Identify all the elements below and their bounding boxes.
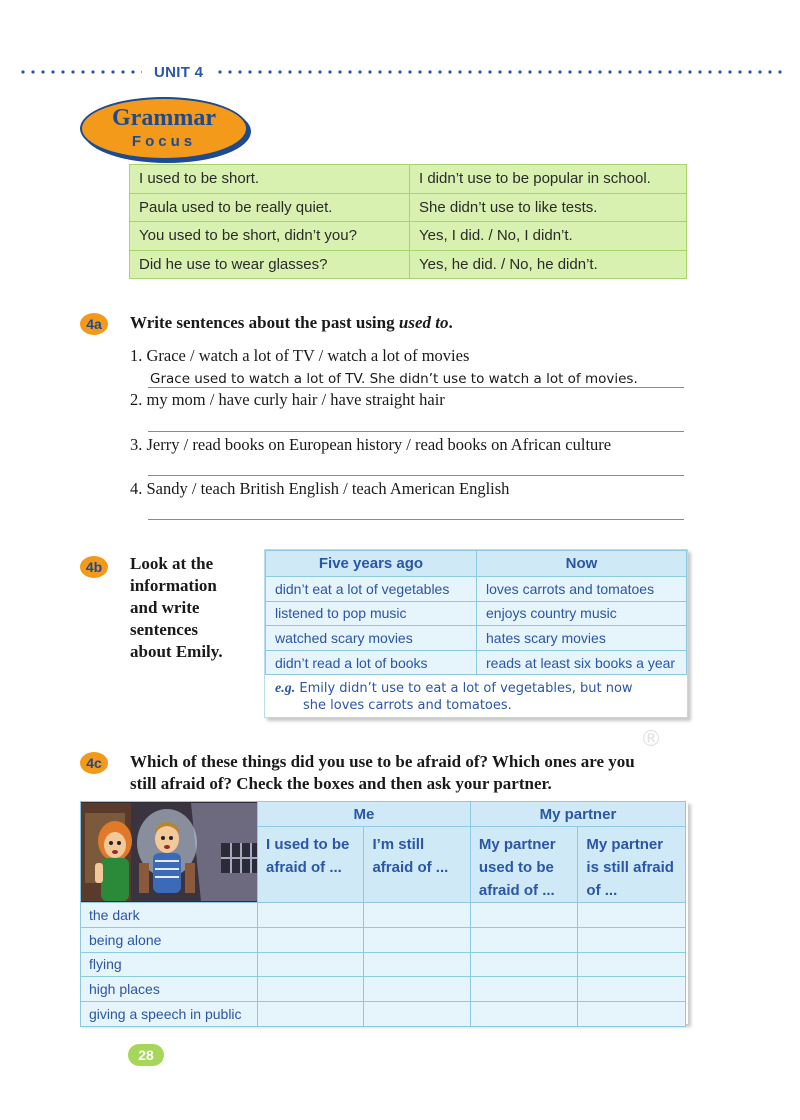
- instruction-text: Write sentences about the past using: [130, 313, 399, 332]
- check-box[interactable]: [258, 903, 364, 928]
- fears-table: [80, 801, 686, 1027]
- grammar-row: [130, 250, 687, 279]
- exercise-4a-instruction: [130, 312, 453, 334]
- exercise-4a-item-1: 1. Grace / watch a lot of TV / watch a lot of movies: [130, 346, 470, 365]
- check-box[interactable]: [470, 952, 578, 977]
- registered-watermark: ®: [640, 727, 662, 752]
- grammar-cell: Did he use to wear glasses?: [130, 250, 410, 279]
- emily-cell: watched scary movies: [266, 626, 477, 651]
- exercise-4a-item-3: 3. Jerry / read books on European history / read books on African culture: [130, 435, 612, 454]
- fears-row: [81, 952, 686, 977]
- check-box[interactable]: [364, 952, 470, 977]
- grammar-focus-badge: [80, 97, 248, 160]
- example-line-2: she loves carrots and tomatoes.: [303, 698, 512, 713]
- sample-answer: Grace used to watch a lot of TV. She didn’t use to watch a lot of movies.: [150, 371, 638, 387]
- grammar-focus-title: Grammar: [112, 105, 216, 131]
- grammar-table: [129, 164, 687, 279]
- exercise-4a-item-2: 2. my mom / have curly hair / have straight hair: [130, 390, 445, 409]
- exercise-4a-item-4: 4. Sandy / teach British English / teach American English: [130, 479, 510, 498]
- emily-row: [266, 601, 687, 626]
- group-header-my-partner: My partner: [470, 802, 685, 827]
- sub-header-partner-used-to: My partner used to be afraid of ...: [470, 827, 578, 903]
- illustration-cell: [81, 802, 258, 903]
- emily-table: [265, 550, 687, 675]
- emily-row: [266, 577, 687, 602]
- instruction-line: and write: [130, 598, 200, 617]
- check-box[interactable]: [258, 977, 364, 1002]
- emily-cell: didn’t read a lot of books: [266, 650, 477, 675]
- answer-line[interactable]: [148, 475, 684, 476]
- emily-header-row: [266, 551, 687, 577]
- check-box[interactable]: [470, 977, 578, 1002]
- emily-cell: reads at least six books a year: [477, 650, 687, 675]
- fears-row: [81, 977, 686, 1002]
- grammar-row: [130, 165, 687, 194]
- sub-header-still: I’m still afraid of ...: [364, 827, 470, 903]
- example-tag: e.g.: [275, 681, 296, 696]
- column-header-now: Now: [477, 551, 687, 577]
- example-sentence: [275, 680, 680, 714]
- grammar-row: [130, 193, 687, 222]
- check-box[interactable]: [258, 927, 364, 952]
- instruction-line: about Emily.: [130, 642, 223, 661]
- check-box[interactable]: [258, 1002, 364, 1027]
- check-box[interactable]: [364, 903, 470, 928]
- check-box[interactable]: [364, 977, 470, 1002]
- check-box[interactable]: [470, 927, 578, 952]
- answer-line[interactable]: [148, 519, 684, 520]
- check-box[interactable]: [364, 927, 470, 952]
- emily-cell: didn’t eat a lot of vegetables: [266, 577, 477, 602]
- emily-row: [266, 650, 687, 675]
- instruction-line: sentences: [130, 620, 198, 639]
- grammar-focus-subtitle: Focus: [131, 133, 197, 150]
- answer-line[interactable]: [148, 431, 684, 432]
- fear-label: flying: [81, 952, 258, 977]
- emily-cell: listened to pop music: [266, 601, 477, 626]
- grammar-cell: You used to be short, didn’t you?: [130, 222, 410, 251]
- group-header-me: Me: [258, 802, 471, 827]
- emily-cell: loves carrots and tomatoes: [477, 577, 687, 602]
- example-text-1: Emily didn’t use to eat a lot of vegetables, but now: [299, 681, 633, 696]
- instruction-line: information: [130, 576, 217, 595]
- scared-kids-illustration: [81, 803, 257, 901]
- answer-line: [148, 387, 684, 388]
- check-box[interactable]: [470, 903, 578, 928]
- grammar-cell: I didn’t use to be popular in school.: [410, 165, 687, 194]
- instruction-italic: used to: [398, 313, 449, 332]
- check-box[interactable]: [578, 927, 686, 952]
- emily-cell: enjoys country music: [477, 601, 687, 626]
- grammar-row: [130, 222, 687, 251]
- exercise-label-4a: 4a: [80, 313, 108, 335]
- instruction-period: .: [448, 313, 453, 332]
- emily-cell: hates scary movies: [477, 626, 687, 651]
- grammar-cell: I used to be short.: [130, 165, 410, 194]
- check-box[interactable]: [258, 952, 364, 977]
- sub-header-partner-still: My partner is still afraid of ...: [578, 827, 686, 903]
- exercise-label-4c: 4c: [80, 752, 108, 774]
- unit-title: UNIT 4: [154, 63, 204, 81]
- fears-row: [81, 1002, 686, 1027]
- grammar-cell: Yes, I did. / No, I didn’t.: [410, 222, 687, 251]
- check-box[interactable]: [578, 903, 686, 928]
- instruction-line: still afraid of? Check the boxes and then ask your partner.: [130, 774, 552, 793]
- exercise-4b-instruction: [130, 553, 223, 663]
- sub-header-used-to: I used to be afraid of ...: [258, 827, 364, 903]
- page-number: 28: [128, 1044, 164, 1066]
- header-dots-left: [18, 70, 142, 74]
- fears-table-box: [80, 801, 688, 1024]
- grammar-cell: Yes, he did. / No, he didn’t.: [410, 250, 687, 279]
- emily-info-box: [264, 549, 688, 718]
- fear-label: giving a speech in public: [81, 1002, 258, 1027]
- header-dots-right: [215, 70, 782, 74]
- grammar-cell: Paula used to be really quiet.: [130, 193, 410, 222]
- check-box[interactable]: [470, 1002, 578, 1027]
- instruction-line: Look at the: [130, 554, 214, 573]
- fear-label: the dark: [81, 903, 258, 928]
- instruction-line: Which of these things did you use to be afraid of? Which ones are you: [130, 752, 635, 771]
- check-box[interactable]: [578, 952, 686, 977]
- check-box[interactable]: [578, 1002, 686, 1027]
- grammar-cell: She didn’t use to like tests.: [410, 193, 687, 222]
- check-box[interactable]: [578, 977, 686, 1002]
- emily-row: [266, 626, 687, 651]
- exercise-4c-instruction: [130, 751, 635, 795]
- unit-header: [18, 60, 782, 84]
- fears-row: [81, 903, 686, 928]
- exercise-label-4b: 4b: [80, 556, 108, 578]
- fear-label: being alone: [81, 927, 258, 952]
- fears-group-header-row: [81, 802, 686, 827]
- fear-label: high places: [81, 977, 258, 1002]
- check-box[interactable]: [364, 1002, 470, 1027]
- fears-row: [81, 927, 686, 952]
- column-header-five-years-ago: Five years ago: [266, 551, 477, 577]
- example-line-1: [275, 680, 680, 697]
